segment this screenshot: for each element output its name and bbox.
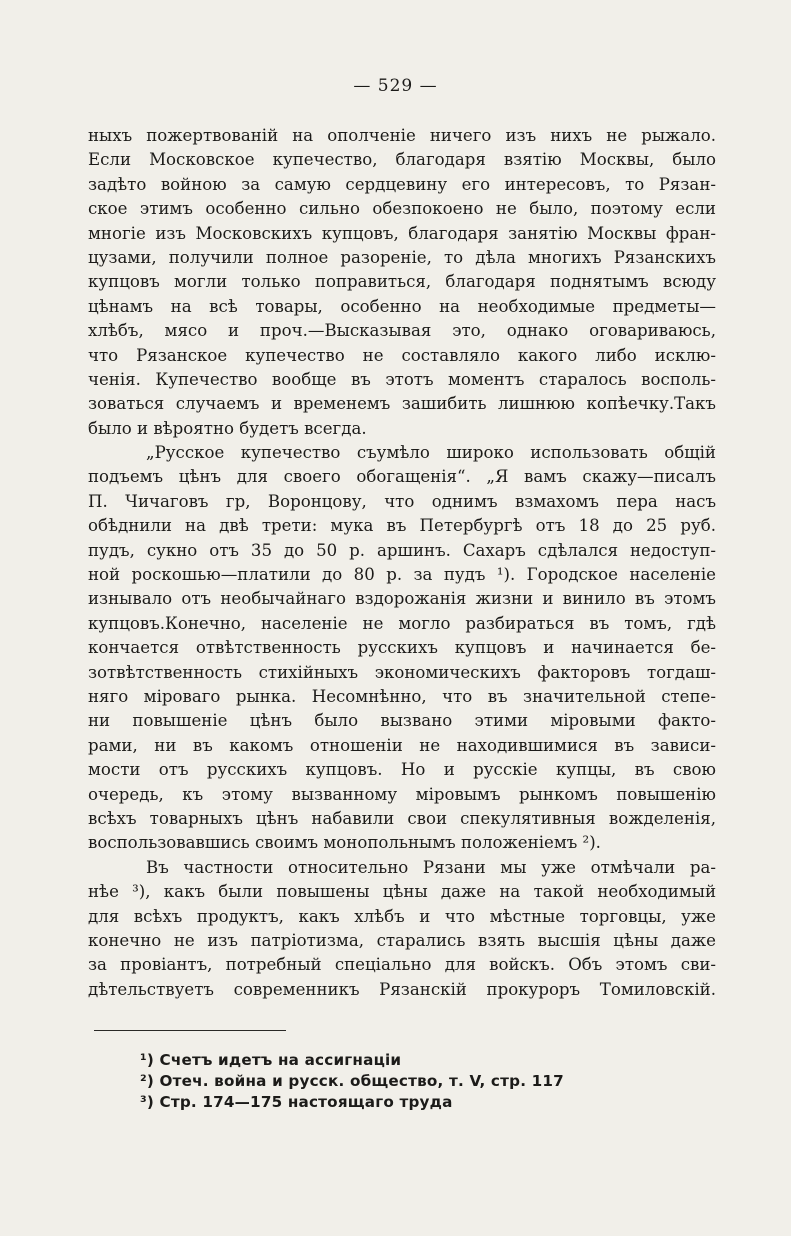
- footnote-divider: [94, 1030, 286, 1031]
- text-line: цѣнамъ на всѣ товары, особенно на необходимые предметы—: [88, 296, 716, 316]
- text-line: купцовъ.Конечно, населеніе не могло разбираться въ томъ, гдѣ: [88, 613, 716, 633]
- text-line: ни повышеніе цѣнъ было вызвано этими міровыми факто-: [88, 711, 716, 731]
- text-line: обѣднили на двѣ трети: мука въ Петербургѣ отъ 18 до 25 руб.: [88, 516, 716, 536]
- text-line: мости отъ русскихъ купцовъ. Но и русскіе купцы, въ свою: [88, 760, 716, 780]
- text-line: зотвѣтственность стихійныхъ экономическихъ факторовъ тогдаш-: [88, 662, 716, 682]
- text-line: купцовъ могли только поправиться, благодаря поднятымъ всюду: [88, 272, 716, 292]
- text-line: нѣе ³), какъ были повышены цѣны даже на такой необходимый: [88, 882, 716, 902]
- text-line: Если Московское купечество, благодаря взятію Москвы, было: [88, 150, 716, 170]
- text-line: дѣтельствуетъ современникъ Рязанскій прокуроръ Томиловскій.: [88, 979, 716, 999]
- footnote: ²) Отеч. война и русск. общество, т. V, стр. 117: [140, 1072, 564, 1090]
- text-line: П. Чичаговъ гр, Воронцову, что однимъ взмахомъ пера насъ: [88, 491, 716, 511]
- text-line: „Русское купечество съумѣло широко использовать общій: [146, 443, 716, 463]
- text-line: зоваться случаемъ и временемъ зашибить лишнюю копѣечку.Такъ: [88, 394, 716, 414]
- text-line: для всѣхъ продуктъ, какъ хлѣбъ и что мѣстные торговцы, уже: [88, 906, 716, 926]
- text-line: изнывало отъ необычайнаго вздорожанія жизни и винило въ этомъ: [88, 589, 716, 609]
- page-number: — 529 —: [353, 76, 438, 96]
- text-line: ныхъ пожертвованій на ополченіе ничего изъ нихъ не рыжало.: [88, 126, 716, 145]
- text-line: хлѣбъ, мясо и проч.—Высказывая это, однако оговариваюсь,: [88, 321, 716, 341]
- text-line: многіе изъ Московскихъ купцовъ, благодаря занятію Москвы фран-: [88, 223, 716, 243]
- text-line: что Рязанское купечество не составляло какого либо исклю-: [88, 345, 716, 365]
- text-line: всѣхъ товарныхъ цѣнъ набавили свои спекулятивныя вожделенія,: [88, 808, 716, 828]
- body-text: [88, 124, 716, 1002]
- footnote: ¹) Счетъ идетъ на ассигнаціи: [140, 1051, 402, 1069]
- text-line: пудъ, сукно отъ 35 до 50 р. аршинъ. Сахаръ сдѣлался недоступ-: [88, 540, 716, 560]
- text-line: ной роскошью—платили до 80 р. за пудъ ¹). Городское населеніе: [88, 565, 716, 585]
- text-line: воспользовавшись своимъ монопольнымъ положеніемъ ²).: [88, 833, 601, 853]
- text-line: цузами, получили полное разореніе, то дѣла многихъ Рязанскихъ: [88, 247, 716, 267]
- text-line: ское этимъ особенно сильно обезпокоено не было, поэтому если: [88, 199, 716, 219]
- text-line: конечно не изъ патріотизма, старались взять высшія цѣны даже: [88, 930, 716, 950]
- footnote: ³) Стр. 174—175 настоящаго труда: [140, 1093, 453, 1111]
- text-line: задѣто войною за самую сердцевину его интересовъ, то Рязан-: [88, 174, 716, 194]
- footnotes: [140, 1050, 660, 1113]
- text-line: подъемъ цѣнъ для своего обогащенія“. „Я вамъ скажу—писалъ: [88, 467, 716, 487]
- text-line: очередь, къ этому вызванному міровымъ рынкомъ повышенію: [88, 784, 716, 804]
- text-line: рами, ни въ какомъ отношеніи не находившимися въ зависи-: [88, 735, 716, 755]
- text-line: кончается отвѣтственность русскихъ купцовъ и начинается бе-: [88, 638, 716, 658]
- text-line: ченія. Купечество вообще въ этотъ моментъ старалось восполь-: [88, 369, 716, 389]
- text-line: было и вѣроятно будетъ всегда.: [88, 418, 367, 438]
- text-line: Въ частности относительно Рязани мы уже отмѣчали ра-: [146, 857, 716, 877]
- text-line: за провіантъ, потребный спеціально для войскъ. Объ этомъ сви-: [88, 955, 716, 975]
- text-line: няго міроваго рынка. Несомнѣнно, что въ значительной степе-: [88, 686, 716, 706]
